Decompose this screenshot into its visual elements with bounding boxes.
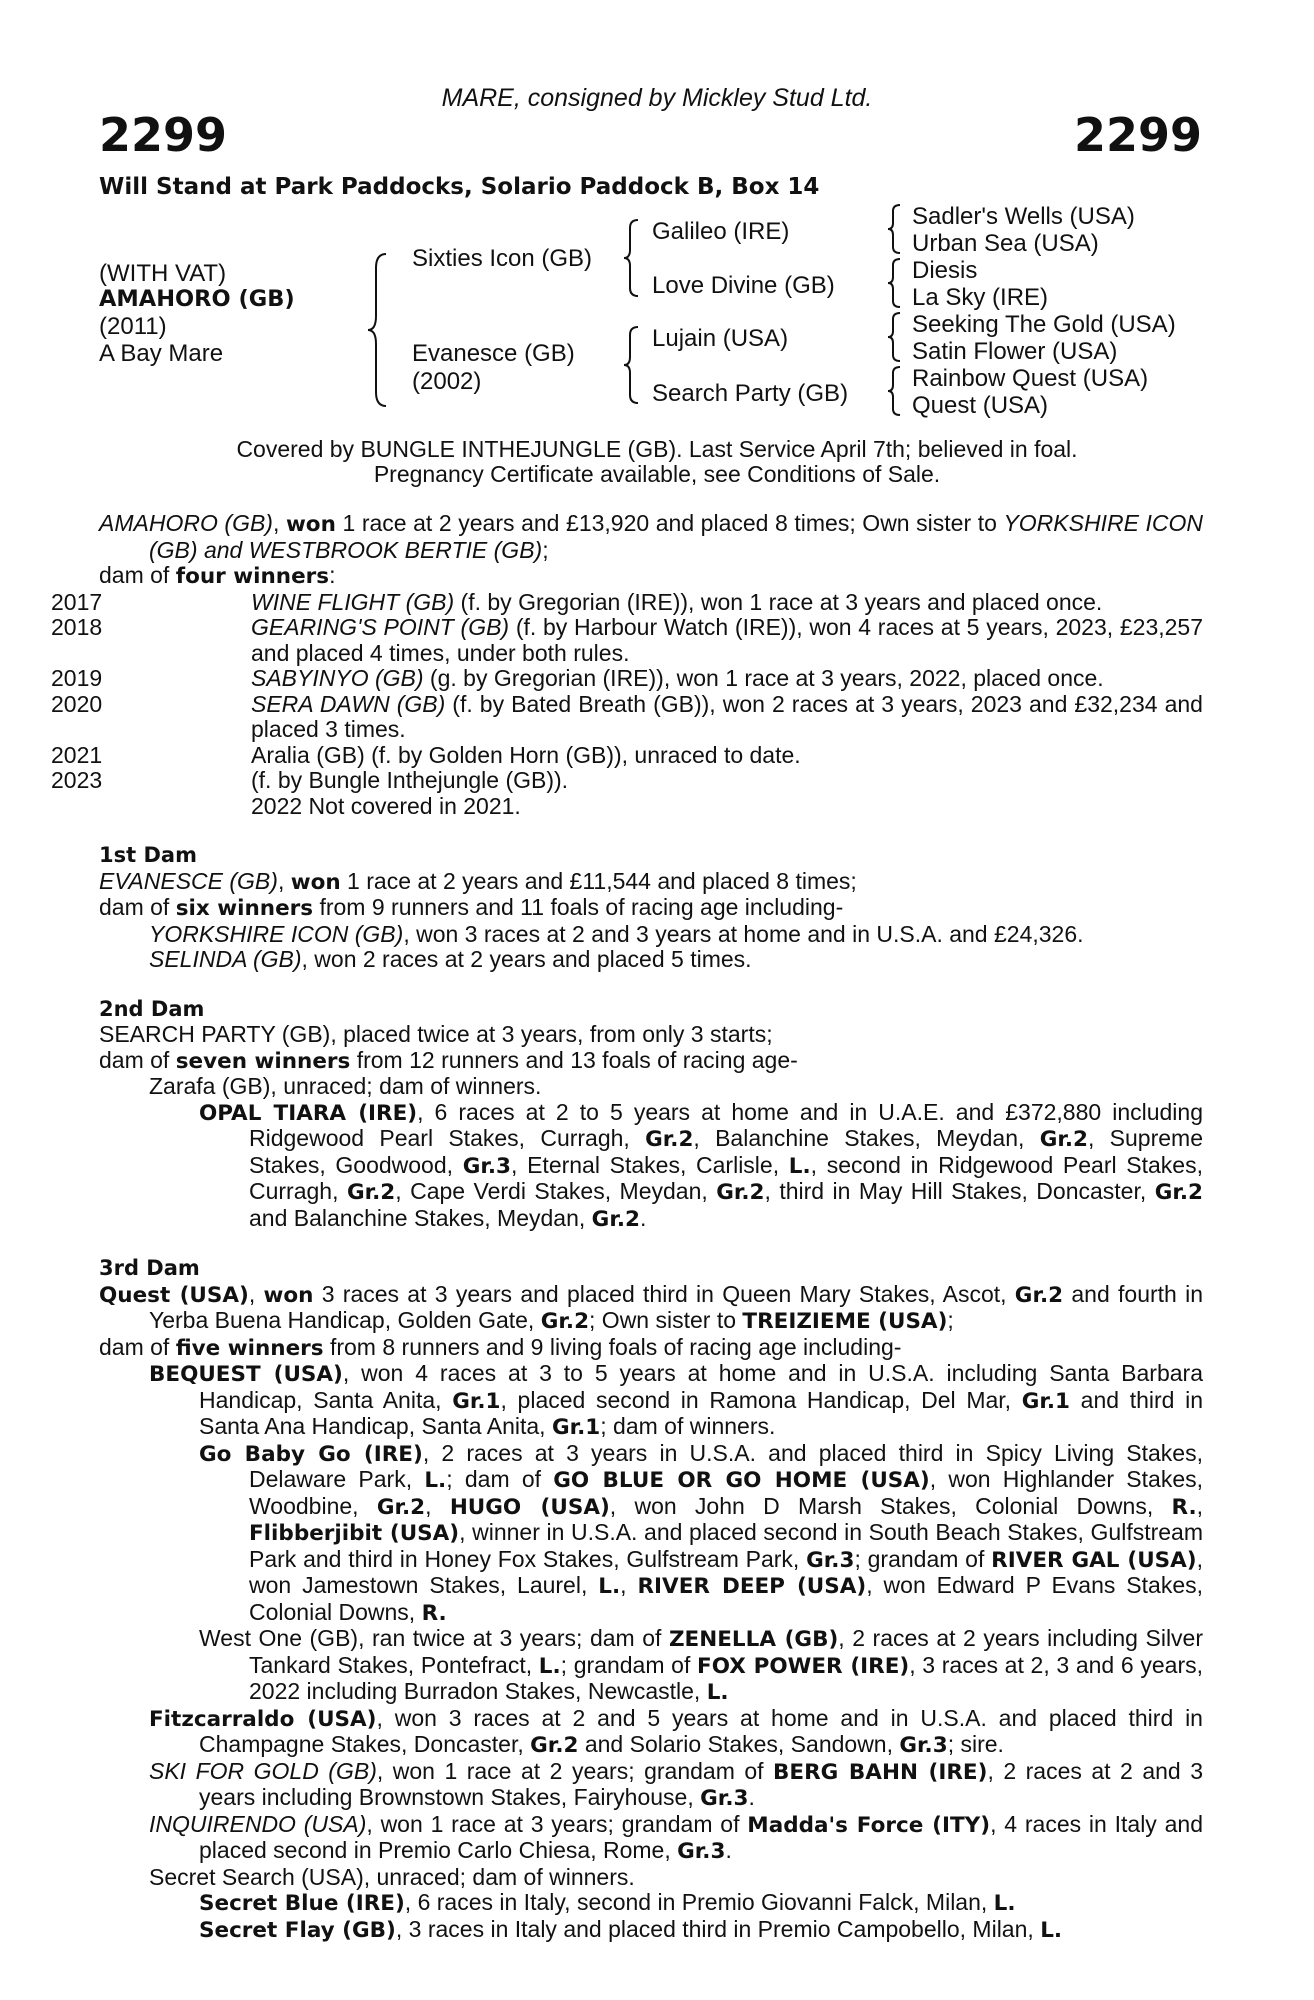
river-gal-name: RIVER GAL (USA): [991, 1547, 1197, 1573]
t: , Supreme Stakes, Goodwood,: [249, 1125, 1203, 1178]
t: ; Own sister to: [589, 1307, 743, 1333]
t: , Balanchine Stakes, Meydan,: [693, 1125, 1040, 1151]
second-dam-title: 2nd Dam: [99, 996, 205, 1021]
grade: R.: [421, 1600, 447, 1626]
secret-search-line: Secret Search (USA), unraced; dam of winners.: [149, 1863, 635, 1890]
first-dam-title: 1st Dam: [99, 843, 197, 867]
grade: L.: [1040, 1917, 1063, 1943]
grade: Gr.2: [1014, 1282, 1064, 1308]
dam-year: (2002): [412, 368, 482, 395]
sire-brace: [622, 218, 642, 298]
maddas-force-name: Madda's Force (ITY): [747, 1812, 991, 1838]
grade: Gr.1: [452, 1388, 501, 1414]
produce-year: 2017: [51, 588, 103, 615]
lot-number-right: 2299: [1073, 108, 1202, 162]
sire: Sixties Icon (GB): [412, 245, 593, 272]
t: , Eternal Stakes, Carlisle,: [511, 1151, 789, 1178]
first-dam-rest: from 9 runners and 11 foals of racing age including-: [313, 894, 844, 920]
runner-text: , won 2 races at 2 years and placed 5 times.: [301, 946, 752, 972]
produce-text: (f. by Gregorian (IRE)), won 1 race at 3 years and placed once.: [454, 588, 1103, 615]
t: West One (GB), ran twice at 3 years; dam of: [199, 1625, 669, 1651]
runner-name: YORKSHIRE ICON (GB): [149, 920, 404, 947]
t: ; grandam of: [560, 1651, 698, 1678]
secret-flay-record: [99, 1917, 1203, 1944]
t: , won 1 race at 3 years; grandam of: [366, 1810, 748, 1837]
sire-dam: Love Divine (GB): [652, 272, 835, 299]
river-deep-name: RIVER DEEP (USA): [637, 1574, 867, 1599]
dam-brace: [622, 325, 642, 405]
bequest-name: BEQUEST (USA): [149, 1362, 343, 1387]
second-dam-rest: from 12 runners and 13 foals of racing age-: [350, 1046, 798, 1073]
produce-year: 2021: [51, 741, 103, 768]
go-baby-go-record: Go Baby Go (IRE), 2 races at 3 years in U.S.A. and placed third in Spicy Living Stakes, Delaware Park, L.; dam of GO BLUE OR GO HOME (USA), won Highlander Stakes, Woodbine, Gr.2, HUGO (USA), won John D Marsh Stakes, Colonial Downs, R., Flibberjibit (USA), winner in U.S.A. and placed second in South Beach Stakes, Gulfstream Park and third in Honey Fox Stakes, Gulfstream Park, Gr.3; grandam of RIVER GAL (USA), won Jamestown Stakes, Laurel, L., RIVER DEEP (USA), won Edward P Evans Stakes, Colonial Downs, R.: [199, 1439, 1204, 1626]
t: , 3 races at 2, 3 and 6 years, 2022 including Burradon Stakes, Newcastle,: [249, 1651, 1203, 1704]
dam: Evanesce (GB): [412, 340, 575, 367]
first-dam-runner: [99, 947, 1203, 973]
produce-row: [99, 794, 1203, 820]
third-dam-winners: five winners: [175, 1335, 324, 1361]
t: , 2 races at 2 and 3 years including Brownstown Stakes, Fairyhouse,: [199, 1757, 1204, 1810]
mare-record: AMAHORO (GB), won 1 race at 2 years and £13,920 and placed 8 times; Own sister to YORKSHIRE ICON (GB) and WESTBROOK BERTIE (GB);: [99, 510, 1203, 563]
produce-text: (f. by Harbour Watch (IRE)), won 4 races at 5 years, 2023, £23,257 and placed 4 times, under both rules.: [251, 614, 1203, 666]
produce-text: (f. by Bungle Inthejungle (GB)).: [251, 767, 569, 793]
gg-1: Sadler's Wells (USA): [912, 203, 1135, 230]
brace-g4: [886, 365, 904, 417]
produce-year: 2019: [51, 665, 103, 691]
grade: Gr.2: [540, 1309, 590, 1334]
go-baby-go-name: Go Baby Go (IRE): [199, 1441, 423, 1467]
first-dam-damof: dam of: [99, 894, 176, 920]
grade: L.: [993, 1891, 1016, 1916]
second-dam-damof: dam of: [99, 1046, 176, 1073]
t: dam of: [99, 1333, 176, 1360]
grade: Gr.3: [899, 1733, 948, 1758]
t: , won Edward P Evans Stakes, Colonial Downs,: [249, 1572, 1204, 1625]
lot-number-left: 2299: [99, 108, 228, 162]
grade: Gr.2: [591, 1206, 640, 1232]
grade: Gr.2: [376, 1494, 426, 1520]
produce-text: 2022 Not covered in 2021.: [251, 792, 521, 819]
t: , 6 races at 2 to 5 years at home and in U.A.E. and £372,880 including Ridgewood Pearl Stakes, Curragh,: [249, 1098, 1204, 1151]
t: and Solario Stakes, Sandown,: [578, 1731, 900, 1757]
ski-for-gold-name: SKI FOR GOLD (GB): [149, 1757, 377, 1784]
pregnancy-line: Pregnancy Certificate available, see Conditions of Sale.: [373, 461, 941, 487]
opal-tiara-record: [99, 1100, 1203, 1233]
hugo-name: HUGO (USA): [449, 1494, 610, 1520]
grade: Gr.3: [806, 1547, 855, 1573]
secret-flay-name: Secret Flay (GB): [199, 1917, 396, 1943]
gg-6: Satin Flower (USA): [912, 338, 1118, 365]
treizieme-name: TREIZIEME (USA): [742, 1309, 948, 1334]
horse-name: AMAHORO (GB): [99, 286, 295, 312]
third-dam-produce: [99, 1335, 1203, 1362]
inquirendo-name: INQUIRENDO (USA): [149, 1810, 367, 1837]
fitzcarraldo-name: Fitzcarraldo (USA): [149, 1706, 377, 1732]
first-dam-name: EVANESCE (GB): [99, 867, 278, 894]
brace-g3: [886, 311, 904, 363]
grade: Gr.1: [1021, 1388, 1071, 1414]
produce-year: 2020: [51, 690, 103, 717]
produce-row: [51, 690, 1203, 743]
second-dam-record: SEARCH PARTY (GB), placed twice at 3 years, from only 3 starts;: [99, 1021, 773, 1047]
t: , placed second in Ramona Handicap, Del Mar,: [500, 1386, 1022, 1413]
t: , winner in U.S.A. and placed second in South Beach Stakes, Gulfstream Park and third in Honey Fox Stakes, Gulfstream Park,: [249, 1519, 1204, 1572]
first-dam-rec: 1 race at 2 years and £11,544 and placed 8 times;: [340, 867, 857, 894]
grade: Gr.3: [677, 1839, 726, 1864]
t: , won Jamestown Stakes, Laurel,: [249, 1545, 1203, 1598]
grade: R.: [1171, 1494, 1197, 1520]
produce-row: [51, 767, 1203, 794]
grade: Gr.2: [1154, 1180, 1204, 1205]
runner-name: SELINDA (GB): [149, 946, 302, 972]
grade: Gr.2: [716, 1180, 765, 1205]
t: , won 4 races at 3 to 5 years at home and in U.S.A. including Santa Barbara Handicap, Santa Anita,: [199, 1360, 1204, 1413]
mare-dam-of: [99, 563, 1203, 590]
ski-for-gold-record: [99, 1759, 1203, 1812]
produce-year: 2023: [51, 767, 103, 793]
first-dam-produce: [99, 895, 1203, 922]
grade: Gr.2: [1039, 1127, 1088, 1152]
t: and fourth in Yerba Buena Handicap, Golden Gate,: [149, 1280, 1204, 1333]
grade: Gr.2: [530, 1733, 579, 1758]
stand-location: Will Stand at Park Paddocks, Solario Paddock B, Box 14: [99, 174, 820, 200]
horse-description: A Bay Mare: [99, 340, 224, 367]
west-one-record: [99, 1626, 1203, 1706]
t: , 2 races at 2 years including Silver Tankard Stakes, Pontefract,: [249, 1625, 1204, 1678]
gg-2: Urban Sea (USA): [912, 230, 1099, 257]
brace-g1: [886, 203, 904, 255]
gg-7: Rainbow Quest (USA): [912, 365, 1149, 392]
berg-bahn-name: BERG BAHN (IRE): [773, 1759, 988, 1785]
first-dam-won: won: [290, 869, 341, 895]
produce-list: [51, 588, 1203, 820]
produce-name: SABYINYO (GB): [251, 665, 424, 691]
grade: Gr.3: [700, 1786, 749, 1811]
mare-record-text: 1 race at 2 years and £13,920 and placed 8 times; Own sister to: [335, 510, 1004, 536]
mare-siblings: YORKSHIRE ICON (GB) and WESTBROOK BERTIE (GB): [149, 510, 1203, 563]
gg-4: La Sky (IRE): [912, 284, 1049, 311]
secret-blue-record: [99, 1890, 1203, 1917]
t: ; grandam of: [854, 1545, 992, 1572]
inquirendo-record: [99, 1812, 1203, 1865]
second-dam-produce: [99, 1048, 1203, 1075]
grade: L.: [424, 1468, 447, 1493]
produce-name: GEARING'S POINT (GB): [251, 614, 510, 640]
grade: Gr.2: [645, 1127, 694, 1152]
zarafa-line: Zarafa (GB), unraced; dam of winners.: [149, 1073, 542, 1099]
fitzcarraldo-record: [99, 1706, 1203, 1759]
t: , third in May Hill Stakes, Doncaster,: [764, 1178, 1155, 1204]
t: , 2 races at 3 years in U.S.A. and placed third in Spicy Living Stakes, Delaware Park,: [249, 1439, 1203, 1492]
secret-blue-name: Secret Blue (IRE): [199, 1891, 405, 1916]
first-dam-record: EVANESCE (GB), won 1 race at 2 years and £11,544 and placed 8 times;: [99, 867, 857, 895]
quest-name: Quest (USA): [99, 1282, 249, 1308]
produce-row: [51, 588, 1203, 616]
t: from 8 runners and 9 living foals of racing age including-: [323, 1333, 902, 1360]
third-dam-section: [99, 1256, 1203, 1943]
grade: L.: [538, 1653, 561, 1679]
t: , 3 races in Italy and placed third in Premio Campobello, Milan,: [395, 1915, 1041, 1942]
third-dam-title: 3rd Dam: [99, 1256, 200, 1280]
t: , 6 races in Italy, second in Premio Giovanni Falck, Milan,: [404, 1889, 994, 1915]
t: , Cape Verdi Stakes, Meydan,: [395, 1178, 717, 1204]
gg-5: Seeking The Gold (USA): [912, 311, 1176, 338]
produce-row: [51, 665, 1203, 692]
produce-text: (g. by Gregorian (IRE)), won 1 race at 3 years, 2022, placed once.: [423, 665, 1104, 691]
consignment-line: MARE, consigned by Mickley Stud Ltd.: [441, 84, 873, 112]
mare-won: won: [285, 512, 336, 537]
flibberjibit-name: Flibberjibit (USA): [249, 1521, 460, 1546]
brace-g2: [886, 257, 904, 309]
produce-row: [51, 614, 1203, 666]
t: , won John D Marsh Stakes, Colonial Downs,: [609, 1492, 1172, 1519]
t: 3 races at 3 years and placed third in Queen Mary Stakes, Ascot,: [313, 1280, 1015, 1307]
mare-colon: :: [329, 562, 336, 588]
vat-note: (WITH VAT): [99, 260, 227, 287]
quest-record: Quest (USA), won 3 races at 3 years and placed third in Queen Mary Stakes, Ascot, Gr.2 and fourth in Yerba Buena Handicap, Golden Gate, Gr.2; Own sister to TREIZIEME (USA);: [99, 1280, 1204, 1334]
quest-won: won: [263, 1282, 314, 1308]
fox-power-name: FOX POWER (IRE): [697, 1653, 910, 1679]
bequest-record: [99, 1361, 1203, 1441]
grade: Gr.2: [346, 1180, 396, 1205]
t: , won 3 races at 2 and 5 years at home and in U.S.A. and placed third in Champagne Stakes, Doncaster,: [199, 1704, 1203, 1757]
mare-winners: four winners: [175, 564, 330, 589]
t: ; dam of: [446, 1466, 554, 1492]
second-dam-winners: seven winners: [175, 1048, 351, 1074]
first-dam-runner: [99, 922, 1203, 948]
runner-text: , won 3 races at 2 and 3 years at home and in U.S.A. and £24,326.: [403, 920, 1084, 947]
mare-name: AMAHORO (GB): [99, 510, 273, 536]
t: , won Highlander Stakes, Woodbine,: [249, 1466, 1204, 1519]
t: .: [748, 1784, 755, 1810]
grade: L.: [788, 1153, 811, 1179]
mare-semicolon: ;: [542, 536, 549, 563]
dam-sire: Lujain (USA): [652, 325, 789, 352]
grade: Gr.3: [462, 1153, 512, 1179]
gg-3: Diesis: [912, 257, 978, 284]
second-dam-section: [99, 997, 1203, 1233]
go-blue-name: GO BLUE OR GO HOME (USA): [553, 1468, 930, 1493]
produce-record: [51, 510, 1204, 1943]
sire-sire: Galileo (IRE): [652, 218, 790, 245]
produce-name: WINE FLIGHT (GB): [251, 588, 455, 615]
produce-year: 2018: [51, 614, 103, 640]
grade: L.: [598, 1574, 621, 1599]
t: ; dam of winners.: [600, 1413, 776, 1439]
produce-text: (f. by Bated Breath (GB)), won 2 races at 3 years, 2023 and £32,234 and placed 3 times.: [251, 690, 1203, 742]
t: , second in Ridgewood Pearl Stakes, Curragh,: [249, 1151, 1203, 1204]
t: and Balanchine Stakes, Meydan,: [249, 1204, 592, 1231]
dam-dam: Search Party (GB): [652, 380, 849, 407]
t: and third in Santa Ana Handicap, Santa Anita,: [199, 1386, 1203, 1439]
gg-8: Quest (USA): [912, 392, 1049, 419]
grade: L.: [706, 1680, 729, 1705]
opal-tiara-name: OPAL TIARA (IRE): [199, 1100, 418, 1126]
t: , won 1 race at 2 years; grandam of: [376, 1757, 774, 1784]
produce-row: [51, 741, 1203, 769]
main-brace: [366, 250, 390, 410]
t: .: [725, 1837, 732, 1863]
zenella-name: ZENELLA (GB): [668, 1627, 839, 1652]
t: , 4 races in Italy and placed second in Premio Carlo Chiesa, Rome,: [199, 1810, 1203, 1863]
t: ; sire.: [947, 1731, 1004, 1757]
produce-text: Aralia (GB) (f. by Golden Horn (GB)), unraced to date.: [251, 741, 801, 768]
grade: Gr.1: [551, 1415, 601, 1440]
mare-damof: dam of: [99, 562, 176, 588]
horse-year: (2011): [99, 313, 167, 340]
covered-line: Covered by BUNGLE INTHEJUNGLE (GB). Last Service April 7th; believed in foal.: [236, 436, 1078, 462]
produce-name: SERA DAWN (GB): [251, 690, 446, 717]
first-dam-winners: six winners: [175, 896, 314, 921]
first-dam-section: [99, 843, 1203, 973]
t: .: [639, 1204, 647, 1231]
